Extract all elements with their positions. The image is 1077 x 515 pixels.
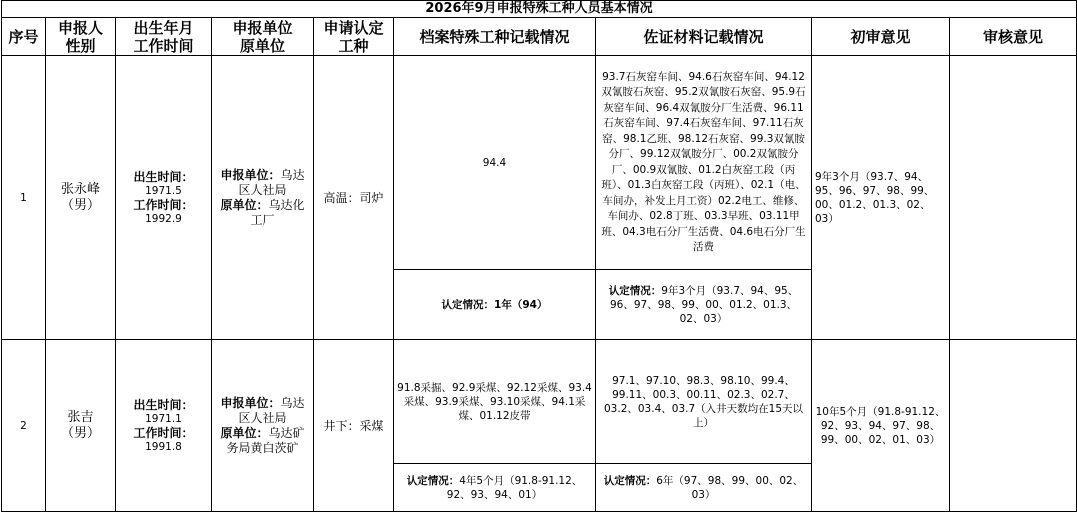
job-cell: 井下：采煤 [314,340,394,512]
header-row [2,18,1077,56]
final-review-cell [950,340,1077,512]
archive-confirm-cell: 认定情况：1年（94） [394,270,596,340]
evidence-cell: 97.1、97.10、98.3、98.10、99.4、99.11、00.3、00.11、02.3、02.7、03.2、03.4、03.7（入井天数均在15天以上） [596,340,812,464]
seq-cell: 1 [2,56,46,340]
archive-confirm-cell: 认定情况：4年5个月（91.8-91.12、92、93、94、01） [394,464,596,512]
first-review-cell: 10年5个月（91.8-91.12、92、93、94、97、98、99、00、02、01、03） [812,340,950,512]
applicant-table [1,0,1077,512]
header-final-review: 审核意见 [950,18,1077,56]
archive-cell: 94.4 [394,56,596,270]
header-job: 申请认定 工种 [314,18,394,56]
unit-cell: 申报单位：乌达区人社局 原单位：乌达化工厂 [212,56,314,340]
header-seq: 序号 [2,18,46,56]
table-row [2,56,1077,270]
name: 张永峰 [60,181,100,197]
seq-cell: 2 [2,340,46,512]
first-review-cell: 9年3个月（93.7、94、95、96、97、98、99、00、01.2、01.3、02、03） [812,56,950,340]
gender: （男） [60,425,100,441]
header-archive: 档案特殊工种记载情况 [394,18,596,56]
evidence-cell: 93.7石灰窑车间、94.6石灰窑车间、94.12双氰胺石灰窑、95.2双氰胺石灰窑、95.9石灰窑车间、96.4双氰胺分厂生活费、96.11石灰窑车间、97.4石灰窑车间、97.11石灰窑、98.1乙班、98.12石灰窑、99.3双氰胺分厂、99.12双氰胺分厂、00.2双氰胺分厂、00.9双氰胺、01.2白灰窑工段（丙班）、01.3白灰窑工段（丙班）、02.1（电、车间办，补发上月工资）02.2电工、维修、车间办、02.8丁班、03.3早班、03.11甲班、04.3电石分厂生活费、04.6电石分厂生活费 [596,56,812,270]
name: 张吉 [67,409,94,425]
header-dates: 出生年月 工作时间 [116,18,212,56]
person-cell [46,340,116,512]
dates-cell: 出生时间： 1971.1 工作时间： 1991.8 [116,340,212,512]
header-first-review: 初审意见 [812,18,950,56]
header-evidence: 佐证材料记载情况 [596,18,812,56]
table-row [2,340,1077,464]
job-cell: 高温：司炉 [314,56,394,340]
gender: （男） [60,197,100,213]
dates-cell: 出生时间： 1971.5 工作时间： 1992.9 [116,56,212,340]
final-review-cell [950,56,1077,340]
unit-cell: 申报单位：乌达区人社局 原单位：乌达矿务局黄白茨矿 [212,340,314,512]
person-cell [46,56,116,340]
header-unit: 申报单位 原单位 [212,18,314,56]
evidence-confirm-cell: 认定情况：6年（97、98、99、00、02、03） [596,464,812,512]
table-title: 2026年9月申报特殊工种人员基本情况 [2,1,1077,18]
header-person: 申报人 性别 [46,18,116,56]
archive-cell: 91.8采掘、92.9采煤、92.12采煤、93.4采煤、93.9采煤、93.10采煤、94.1采煤、01.12皮带 [394,340,596,464]
evidence-confirm-cell: 认定情况：9年3个月（93.7、94、95、96、97、98、99、00、01.2、01.3、02、03） [596,270,812,340]
